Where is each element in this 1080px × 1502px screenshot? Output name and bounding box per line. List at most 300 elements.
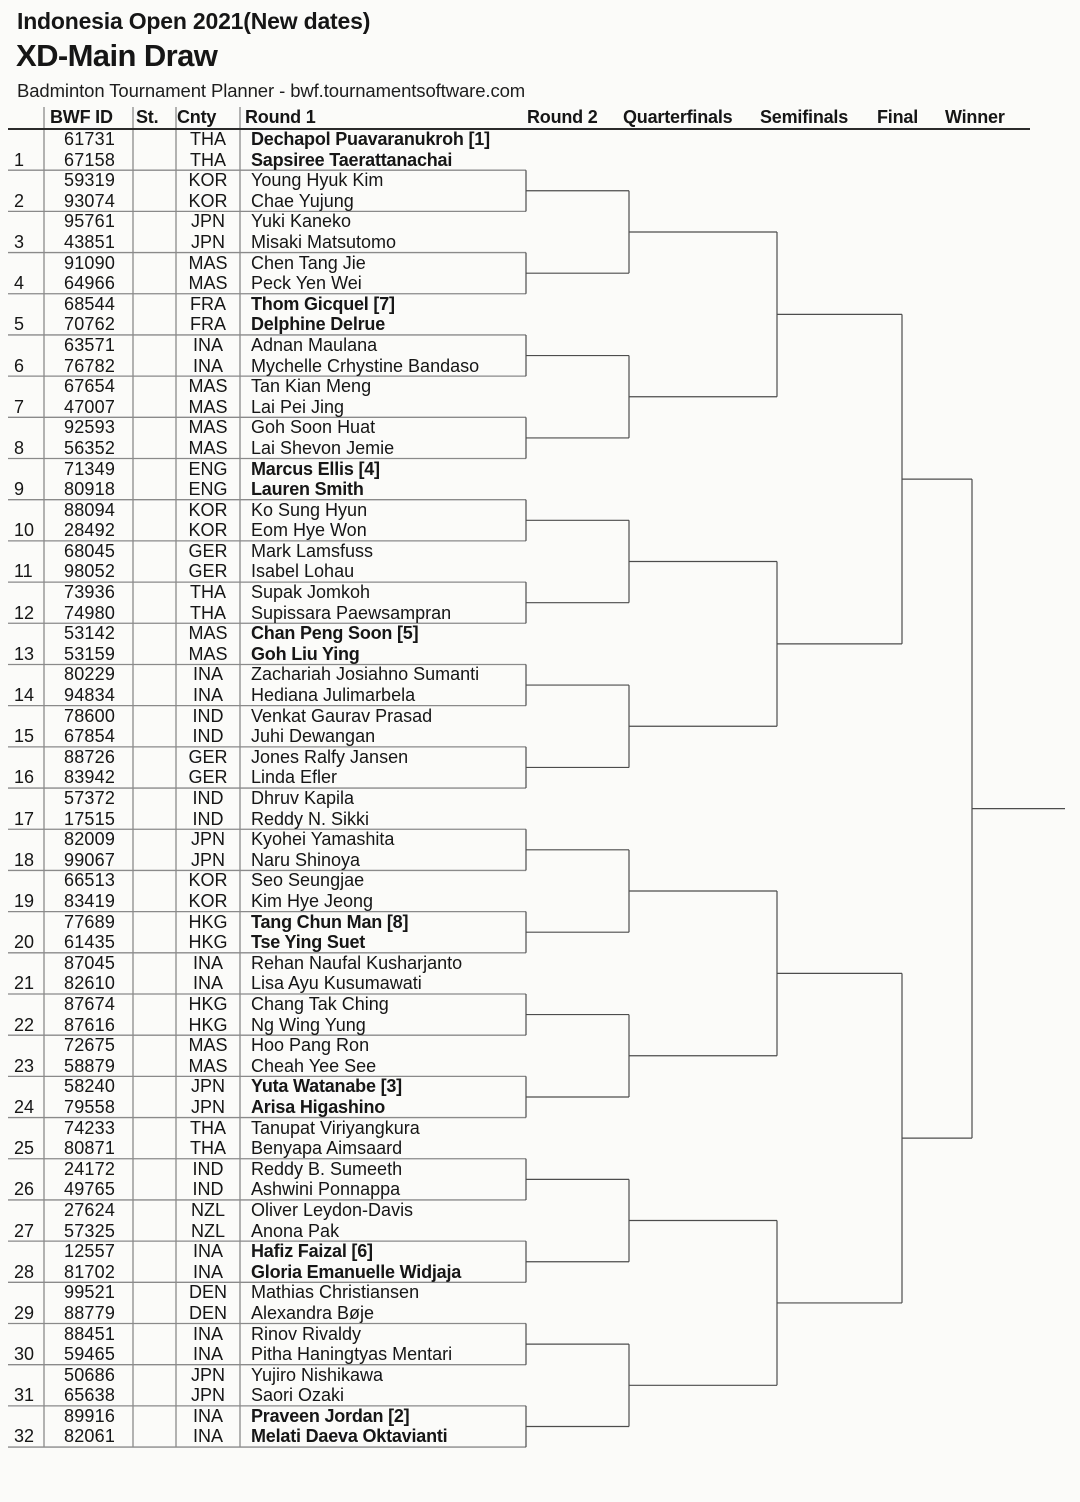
bwf-id: 56352 bbox=[64, 437, 116, 458]
player-name: Mathias Christiansen bbox=[251, 1282, 420, 1303]
country-code: IND bbox=[192, 726, 224, 747]
country-code: MAS bbox=[188, 252, 228, 273]
player-row bbox=[0, 1015, 527, 1036]
pair-number: 19 bbox=[14, 891, 35, 911]
pair-number: 32 bbox=[14, 1426, 35, 1447]
player-row bbox=[0, 1282, 527, 1303]
bwf-id: 67854 bbox=[64, 726, 116, 747]
player-name: Yuki Kaneko bbox=[251, 211, 352, 232]
country-code: THA bbox=[190, 129, 226, 149]
pair-number: 1 bbox=[14, 149, 25, 170]
player-name: Kyohei Yamashita bbox=[251, 829, 395, 850]
player-name: Lai Shevon Jemie bbox=[251, 437, 395, 458]
country-code: MAS bbox=[188, 623, 228, 644]
country-code: INA bbox=[192, 1426, 223, 1447]
pair-number: 18 bbox=[14, 849, 35, 870]
bwf-id: 94834 bbox=[64, 685, 116, 706]
country-code: MAS bbox=[188, 417, 228, 438]
player-row bbox=[0, 623, 527, 644]
bwf-id: 74980 bbox=[64, 602, 116, 623]
country-code: IND bbox=[192, 788, 224, 809]
country-code: MAS bbox=[188, 376, 228, 397]
player-row bbox=[0, 932, 527, 953]
country-code: INA bbox=[192, 1261, 223, 1282]
bwf-id: 99067 bbox=[64, 849, 116, 870]
player-name: Chae Yujung bbox=[251, 190, 354, 211]
player-row bbox=[0, 1406, 527, 1427]
player-name: Tan Kian Meng bbox=[251, 376, 372, 397]
player-name: Supissara Paewsampran bbox=[251, 602, 452, 623]
player-name: Pitha Haningtyas Mentari bbox=[251, 1344, 453, 1365]
player-row bbox=[0, 170, 527, 191]
country-code: NZL bbox=[190, 1220, 225, 1241]
player-name: Kim Hye Jeong bbox=[251, 891, 374, 911]
bwf-id: 47007 bbox=[64, 396, 116, 417]
player-name: Reddy N. Sikki bbox=[251, 808, 370, 829]
bwf-id: 87616 bbox=[64, 1014, 116, 1035]
player-name: Eom Hye Won bbox=[251, 520, 367, 541]
player-row bbox=[0, 438, 527, 459]
player-name: Dhruv Kapila bbox=[251, 788, 355, 809]
player-row bbox=[0, 253, 527, 274]
player-name: Chang Tak Ching bbox=[251, 993, 389, 1014]
bwf-id: 87045 bbox=[64, 952, 116, 973]
player-row bbox=[0, 1159, 527, 1180]
pair-number: 12 bbox=[14, 602, 35, 623]
player-name: Isabel Lohau bbox=[251, 561, 355, 582]
player-row bbox=[0, 706, 527, 727]
country-code: GER bbox=[188, 767, 228, 788]
bwf-id: 78600 bbox=[64, 705, 116, 726]
pair-number: 24 bbox=[14, 1096, 35, 1117]
column-header-quarterfinals: Quarterfinals bbox=[623, 107, 733, 127]
player-name: Tse Ying Suet bbox=[251, 932, 366, 953]
bwf-id: 58240 bbox=[64, 1076, 116, 1097]
player-name: Venkat Gaurav Prasad bbox=[251, 705, 433, 726]
player-row bbox=[0, 211, 527, 232]
player-row bbox=[0, 685, 527, 706]
country-code: THA bbox=[190, 582, 226, 603]
player-name: Cheah Yee See bbox=[251, 1055, 377, 1076]
bwf-id: 28492 bbox=[64, 520, 116, 541]
bwf-id: 82061 bbox=[64, 1426, 116, 1447]
player-row bbox=[0, 417, 527, 438]
player-row bbox=[0, 1076, 527, 1097]
player-row bbox=[0, 1056, 527, 1077]
player-name: Linda Efler bbox=[251, 767, 338, 788]
player-name: Gloria Emanuelle Widjaja bbox=[251, 1261, 462, 1282]
country-code: GER bbox=[188, 561, 228, 582]
pair-number: 4 bbox=[14, 273, 25, 294]
bwf-id: 82009 bbox=[64, 829, 116, 850]
player-name: Chan Peng Soon [5] bbox=[251, 623, 419, 644]
country-code: GER bbox=[188, 746, 228, 767]
pair-number: 3 bbox=[14, 231, 25, 252]
country-code: MAS bbox=[188, 396, 228, 417]
column-header-winner: Winner bbox=[945, 107, 1005, 127]
player-name: Goh Soon Huat bbox=[251, 417, 376, 438]
player-name: Reddy B. Sumeeth bbox=[251, 1158, 403, 1179]
bwf-id: 68045 bbox=[64, 540, 116, 561]
bwf-id: 59465 bbox=[64, 1344, 116, 1365]
country-code: MAS bbox=[188, 1035, 228, 1056]
player-row bbox=[0, 1241, 527, 1262]
bwf-id: 95761 bbox=[64, 211, 116, 232]
bwf-id: 27624 bbox=[64, 1199, 116, 1220]
player-name: Adnan Maulana bbox=[251, 334, 378, 355]
bwf-id: 74233 bbox=[64, 1117, 116, 1138]
column-header-semifinals: Semifinals bbox=[760, 107, 849, 127]
player-row bbox=[0, 129, 527, 150]
player-row bbox=[0, 1324, 527, 1345]
player-name: Delphine Delrue bbox=[251, 314, 386, 335]
pair-number: 25 bbox=[14, 1138, 35, 1159]
bwf-id: 72675 bbox=[64, 1035, 116, 1056]
bwf-id: 57325 bbox=[64, 1220, 116, 1241]
player-row bbox=[0, 1138, 527, 1159]
player-name: Sapsiree Taerattanachai bbox=[251, 149, 453, 170]
pair-number: 22 bbox=[14, 1014, 35, 1035]
column-header-bwf-id: BWF ID bbox=[50, 107, 113, 127]
bwf-id: 64966 bbox=[64, 273, 116, 294]
player-row bbox=[0, 397, 527, 418]
player-row bbox=[0, 664, 527, 685]
bwf-id: 66513 bbox=[64, 870, 116, 891]
country-code: ENG bbox=[188, 458, 228, 479]
country-code: DEN bbox=[188, 1302, 227, 1323]
pair-number: 15 bbox=[14, 726, 35, 747]
player-name: Seo Seungjae bbox=[251, 870, 365, 891]
bwf-id: 83942 bbox=[64, 767, 116, 788]
player-name: Praveen Jordan [2] bbox=[251, 1405, 410, 1426]
player-row bbox=[0, 500, 527, 521]
player-name: Yujiro Nishikawa bbox=[251, 1364, 384, 1385]
pair-number: 27 bbox=[14, 1220, 35, 1241]
player-name: Hoo Pang Ron bbox=[251, 1035, 370, 1056]
pair-number: 2 bbox=[14, 190, 25, 211]
player-row bbox=[0, 953, 527, 974]
player-row bbox=[0, 1385, 527, 1406]
player-row bbox=[0, 1303, 527, 1324]
player-row bbox=[0, 809, 527, 830]
country-code: INA bbox=[192, 1241, 223, 1262]
bwf-id: 67158 bbox=[64, 149, 116, 170]
bwf-id: 88451 bbox=[64, 1323, 116, 1344]
player-row bbox=[0, 767, 527, 788]
country-code: KOR bbox=[188, 891, 228, 911]
country-code: THA bbox=[190, 1117, 226, 1138]
player-row bbox=[0, 1221, 527, 1242]
bwf-id: 61435 bbox=[64, 932, 116, 953]
player-row bbox=[0, 356, 527, 377]
country-code: JPN bbox=[190, 849, 225, 870]
country-code: KOR bbox=[188, 870, 228, 891]
pair-number: 16 bbox=[14, 767, 35, 788]
player-name: Marcus Ellis [4] bbox=[251, 458, 380, 479]
country-code: JPN bbox=[190, 1096, 225, 1117]
pair-number: 21 bbox=[14, 973, 35, 994]
country-code: FRA bbox=[190, 314, 226, 335]
pair-number: 7 bbox=[14, 396, 25, 417]
country-code: JPN bbox=[190, 211, 225, 232]
country-code: INA bbox=[192, 355, 223, 376]
country-code: INA bbox=[192, 685, 223, 706]
player-row bbox=[0, 335, 527, 356]
player-name: Rinov Rivaldy bbox=[251, 1323, 362, 1344]
pair-number: 28 bbox=[14, 1261, 35, 1282]
bwf-id: 81702 bbox=[64, 1261, 116, 1282]
player-row bbox=[0, 459, 527, 480]
player-name: Tanupat Viriyangkura bbox=[251, 1117, 420, 1138]
bwf-id: 67654 bbox=[64, 376, 116, 397]
player-row bbox=[0, 1262, 527, 1283]
country-code: THA bbox=[190, 602, 226, 623]
pair-number: 14 bbox=[14, 685, 35, 706]
country-code: IND bbox=[192, 808, 224, 829]
country-code: INA bbox=[192, 1323, 223, 1344]
player-row bbox=[0, 582, 527, 603]
country-code: GER bbox=[188, 540, 228, 561]
player-name: Chen Tang Jie bbox=[251, 252, 366, 273]
bwf-id: 77689 bbox=[64, 911, 116, 932]
bwf-id: 92593 bbox=[64, 417, 116, 438]
player-name: Hediana Julimarbela bbox=[251, 685, 416, 706]
country-code: JPN bbox=[190, 1364, 225, 1385]
column-header-round1: Round 1 bbox=[245, 107, 316, 127]
player-row bbox=[0, 294, 527, 315]
player-row bbox=[0, 376, 527, 397]
country-code: THA bbox=[190, 1138, 226, 1159]
bwf-id: 63571 bbox=[64, 334, 116, 355]
pair-number: 13 bbox=[14, 643, 35, 664]
bwf-id: 17515 bbox=[64, 808, 116, 829]
bwf-id: 93074 bbox=[64, 190, 116, 211]
country-code: KOR bbox=[188, 190, 228, 211]
player-row bbox=[0, 1118, 527, 1139]
player-row bbox=[0, 1035, 527, 1056]
player-row bbox=[0, 1097, 527, 1118]
player-name: Mychelle Crhystine Bandaso bbox=[251, 355, 480, 376]
country-code: THA bbox=[190, 149, 226, 170]
player-row bbox=[0, 1344, 527, 1365]
event-draw-title: XD-Main Draw bbox=[16, 38, 218, 73]
player-name: Benyapa Aimsaard bbox=[251, 1138, 403, 1159]
player-name: Tang Chun Man [8] bbox=[251, 911, 409, 932]
player-row bbox=[0, 232, 527, 253]
player-row bbox=[0, 891, 527, 912]
player-name: Mark Lamsfuss bbox=[251, 540, 374, 561]
player-name: Supak Jomkoh bbox=[251, 582, 371, 603]
country-code: KOR bbox=[188, 520, 228, 541]
country-code: HKG bbox=[188, 993, 228, 1014]
country-code: NZL bbox=[190, 1199, 225, 1220]
player-name: Anona Pak bbox=[251, 1220, 340, 1241]
pair-number: 8 bbox=[14, 437, 25, 458]
bwf-id: 80871 bbox=[64, 1138, 116, 1159]
pair-number: 11 bbox=[14, 561, 33, 582]
bwf-id: 59319 bbox=[64, 170, 116, 191]
country-code: INA bbox=[192, 952, 223, 973]
bwf-id: 58879 bbox=[64, 1055, 116, 1076]
player-row bbox=[0, 850, 527, 871]
country-code: JPN bbox=[190, 1385, 225, 1406]
player-name: Lai Pei Jing bbox=[251, 396, 345, 417]
bwf-id: 53159 bbox=[64, 643, 116, 664]
bwf-id: 80229 bbox=[64, 664, 116, 685]
country-code: HKG bbox=[188, 932, 228, 953]
player-row bbox=[0, 314, 527, 335]
player-row bbox=[0, 1365, 527, 1386]
bwf-id: 80918 bbox=[64, 479, 116, 500]
pair-number: 30 bbox=[14, 1344, 35, 1365]
bwf-id: 83419 bbox=[64, 891, 116, 911]
player-name: Juhi Dewangan bbox=[251, 726, 376, 747]
player-name: Ko Sung Hyun bbox=[251, 499, 368, 520]
column-header-st: St. bbox=[136, 107, 159, 127]
player-row bbox=[0, 912, 527, 933]
player-name: Lauren Smith bbox=[251, 479, 364, 500]
country-code: INA bbox=[192, 973, 223, 994]
bwf-id: 61731 bbox=[64, 129, 116, 149]
tournament-title: Indonesia Open 2021(New dates) bbox=[17, 8, 371, 34]
player-row bbox=[0, 561, 527, 582]
pair-number: 23 bbox=[14, 1055, 35, 1076]
country-code: INA bbox=[192, 1344, 223, 1365]
player-name: Melati Daeva Oktavianti bbox=[251, 1426, 448, 1447]
bwf-id: 43851 bbox=[64, 231, 116, 252]
bwf-id: 50686 bbox=[64, 1364, 116, 1385]
country-code: INA bbox=[192, 664, 223, 685]
country-code: JPN bbox=[190, 231, 225, 252]
pair-number: 17 bbox=[14, 808, 35, 829]
bwf-id: 24172 bbox=[64, 1158, 116, 1179]
player-row bbox=[0, 1179, 527, 1200]
player-name: Lisa Ayu Kusumawati bbox=[251, 973, 422, 994]
bwf-id: 68544 bbox=[64, 293, 116, 314]
player-name: Ng Wing Yung bbox=[251, 1014, 366, 1035]
player-row bbox=[0, 829, 527, 850]
player-row bbox=[0, 870, 527, 891]
player-name: Peck Yen Wei bbox=[251, 273, 362, 294]
pair-number: 31 bbox=[14, 1385, 35, 1406]
player-name: Young Hyuk Kim bbox=[251, 170, 384, 191]
bwf-id: 49765 bbox=[64, 1179, 116, 1200]
country-code: JPN bbox=[190, 829, 225, 850]
player-name: Ashwini Ponnappa bbox=[251, 1179, 401, 1200]
bwf-id: 76782 bbox=[64, 355, 116, 376]
column-header-round2: Round 2 bbox=[527, 107, 598, 127]
player-row bbox=[0, 644, 527, 665]
pair-number: 20 bbox=[14, 932, 35, 953]
bwf-id: 88094 bbox=[64, 499, 116, 520]
bwf-id: 53142 bbox=[64, 623, 116, 644]
country-code: MAS bbox=[188, 273, 228, 294]
bwf-id: 79558 bbox=[64, 1096, 116, 1117]
bwf-id: 70762 bbox=[64, 314, 116, 335]
player-row bbox=[0, 1426, 527, 1447]
player-name: Hafiz Faizal [6] bbox=[251, 1241, 373, 1262]
country-code: FRA bbox=[190, 293, 226, 314]
country-code: ENG bbox=[188, 479, 228, 500]
bwf-id: 73936 bbox=[64, 582, 116, 603]
pair-number: 29 bbox=[14, 1302, 35, 1323]
player-name: Thom Gicquel [7] bbox=[251, 293, 395, 314]
country-code: IND bbox=[192, 1158, 224, 1179]
bwf-id: 57372 bbox=[64, 788, 116, 809]
bwf-id: 88726 bbox=[64, 746, 116, 767]
country-code: MAS bbox=[188, 437, 228, 458]
player-name: Saori Ozaki bbox=[251, 1385, 345, 1406]
bwf-id: 65638 bbox=[64, 1385, 116, 1406]
player-row bbox=[0, 150, 527, 171]
player-name: Zachariah Josiahno Sumanti bbox=[251, 664, 480, 685]
bwf-id: 87674 bbox=[64, 993, 116, 1014]
player-name: Alexandra Bøje bbox=[251, 1302, 375, 1323]
bwf-id: 99521 bbox=[64, 1282, 116, 1303]
player-name: Jones Ralfy Jansen bbox=[251, 746, 409, 767]
pair-number: 5 bbox=[14, 314, 25, 335]
player-name: Misaki Matsutomo bbox=[251, 231, 397, 252]
player-name: Rehan Naufal Kusharjanto bbox=[251, 952, 463, 973]
player-row bbox=[0, 747, 527, 768]
player-row bbox=[0, 603, 527, 624]
bwf-id: 71349 bbox=[64, 458, 116, 479]
country-code: INA bbox=[192, 334, 223, 355]
bwf-id: 89916 bbox=[64, 1405, 116, 1426]
country-code: MAS bbox=[188, 1055, 228, 1076]
player-row bbox=[0, 994, 527, 1015]
pair-number: 10 bbox=[14, 520, 35, 541]
player-row bbox=[0, 1200, 527, 1221]
player-row bbox=[0, 541, 527, 562]
column-header-final: Final bbox=[877, 107, 919, 127]
country-code: JPN bbox=[190, 1076, 225, 1097]
country-code: DEN bbox=[188, 1282, 227, 1303]
player-row bbox=[0, 973, 527, 994]
player-row bbox=[0, 191, 527, 212]
bwf-id: 91090 bbox=[64, 252, 116, 273]
player-row bbox=[0, 788, 527, 809]
player-name: Goh Liu Ying bbox=[251, 643, 360, 664]
country-code: HKG bbox=[188, 911, 228, 932]
player-row bbox=[0, 726, 527, 747]
player-name: Dechapol Puavaranukroh [1] bbox=[251, 129, 490, 149]
planner-credit: Badminton Tournament Planner - bwf.tournamentsoftware.com bbox=[17, 80, 526, 101]
country-code: INA bbox=[192, 1405, 223, 1426]
country-code: KOR bbox=[188, 170, 228, 191]
country-code: HKG bbox=[188, 1014, 228, 1035]
player-row bbox=[0, 479, 527, 500]
pair-number: 26 bbox=[14, 1179, 35, 1200]
bwf-id: 12557 bbox=[64, 1241, 116, 1262]
player-name: Oliver Leydon-Davis bbox=[251, 1199, 414, 1220]
player-name: Arisa Higashino bbox=[251, 1096, 386, 1117]
player-name: Naru Shinoya bbox=[251, 849, 361, 870]
player-row bbox=[0, 520, 527, 541]
country-code: IND bbox=[192, 705, 224, 726]
player-row bbox=[0, 273, 527, 294]
bwf-id: 98052 bbox=[64, 561, 116, 582]
pair-number: 9 bbox=[14, 479, 25, 500]
bwf-id: 88779 bbox=[64, 1302, 116, 1323]
country-code: KOR bbox=[188, 499, 228, 520]
country-code: IND bbox=[192, 1179, 224, 1200]
country-code: MAS bbox=[188, 643, 228, 664]
bwf-id: 82610 bbox=[64, 973, 116, 994]
pair-number: 6 bbox=[14, 355, 25, 376]
column-header-cnty: Cnty bbox=[177, 107, 217, 127]
player-name: Yuta Watanabe [3] bbox=[251, 1076, 402, 1097]
